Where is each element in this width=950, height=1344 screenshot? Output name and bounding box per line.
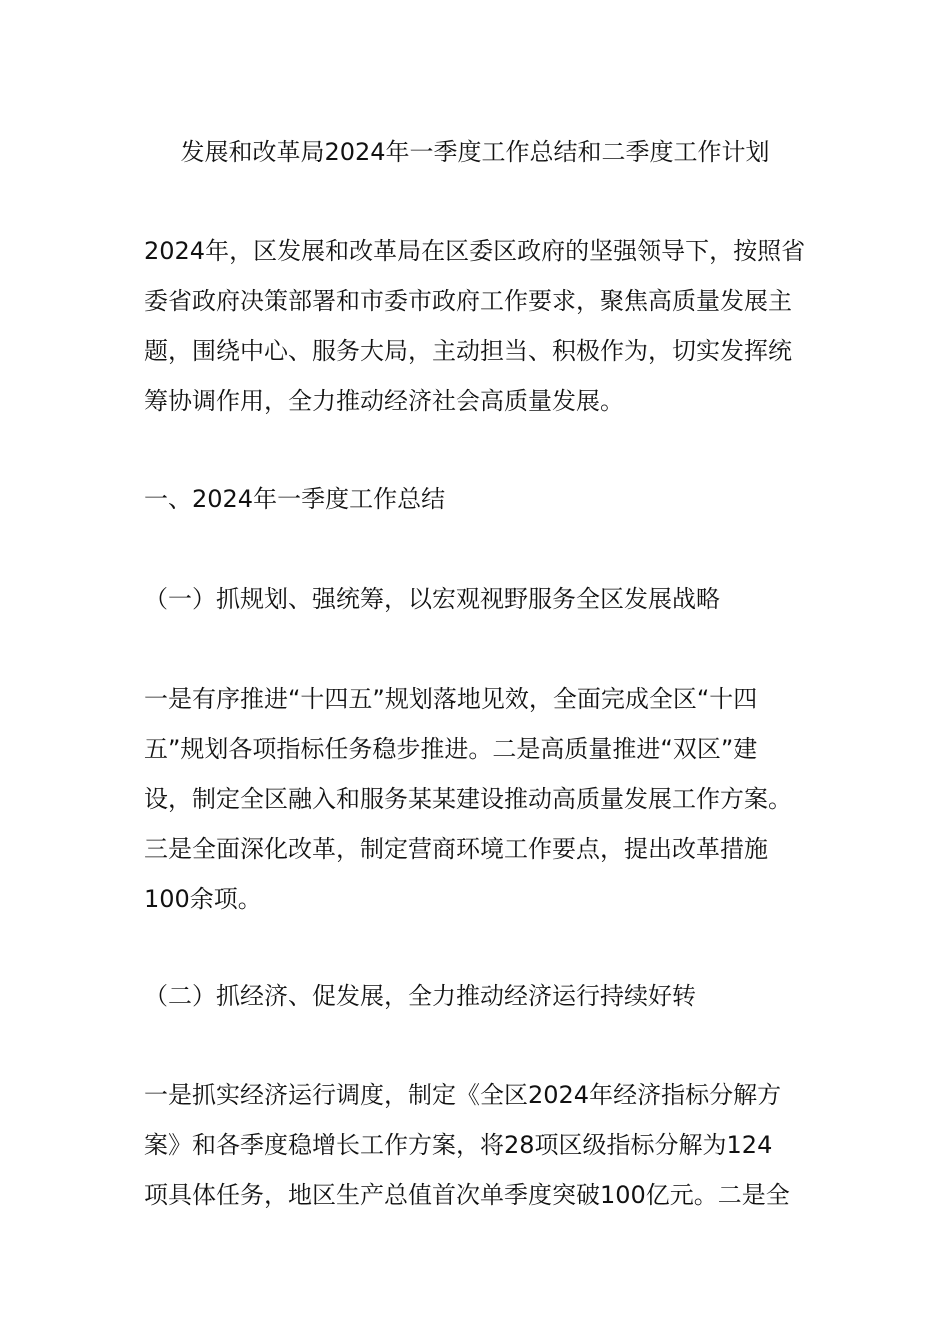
paragraph-line: 设，制定全区融入和服务某某建设推动高质量发展工作方案。 <box>144 785 792 813</box>
paragraph-line: 100余项。 <box>144 885 262 913</box>
paragraph-line: 题，围绕中心、服务大局，主动担当、积极作为，切实发挥统 <box>144 337 792 365</box>
paragraph-line: 一是有序推进“十四五”规划落地见效，全面完成全区“十四 <box>144 685 758 713</box>
paragraph-line: 三是全面深化改革，制定营商环境工作要点，提出改革措施 <box>144 835 768 863</box>
paragraph-line: 案》和各季度稳增长工作方案，将28项区级指标分解为124 <box>144 1131 773 1159</box>
subsection-heading: （二）抓经济、促发展，全力推动经济运行持续好转 <box>144 982 696 1010</box>
paragraph-line: 五”规划各项指标任务稳步推进。二是高质量推进“双区”建 <box>144 735 758 763</box>
subsection-1-paragraph <box>144 674 808 924</box>
subsection-heading: （一）抓规划、强统筹，以宏观视野服务全区发展战略 <box>144 585 720 613</box>
paragraph-line: 委省政府决策部署和市委市政府工作要求，聚焦高质量发展主 <box>144 287 792 315</box>
section-heading: 一、2024年一季度工作总结 <box>144 485 446 513</box>
intro-paragraph <box>144 226 808 426</box>
paragraph-line: 2024年，区发展和改革局在区委区政府的坚强领导下，按照省 <box>144 237 806 265</box>
paragraph-line: 项具体任务，地区生产总值首次单季度突破100亿元。二是全 <box>144 1181 790 1209</box>
paragraph-line: 筹协调作用，全力推动经济社会高质量发展。 <box>144 387 624 415</box>
subsection-2-paragraph <box>144 1070 808 1220</box>
document-title: 发展和改革局2024年一季度工作总结和二季度工作计划 <box>180 138 770 166</box>
paragraph-line: 一是抓实经济运行调度，制定《全区2024年经济指标分解方 <box>144 1081 782 1109</box>
